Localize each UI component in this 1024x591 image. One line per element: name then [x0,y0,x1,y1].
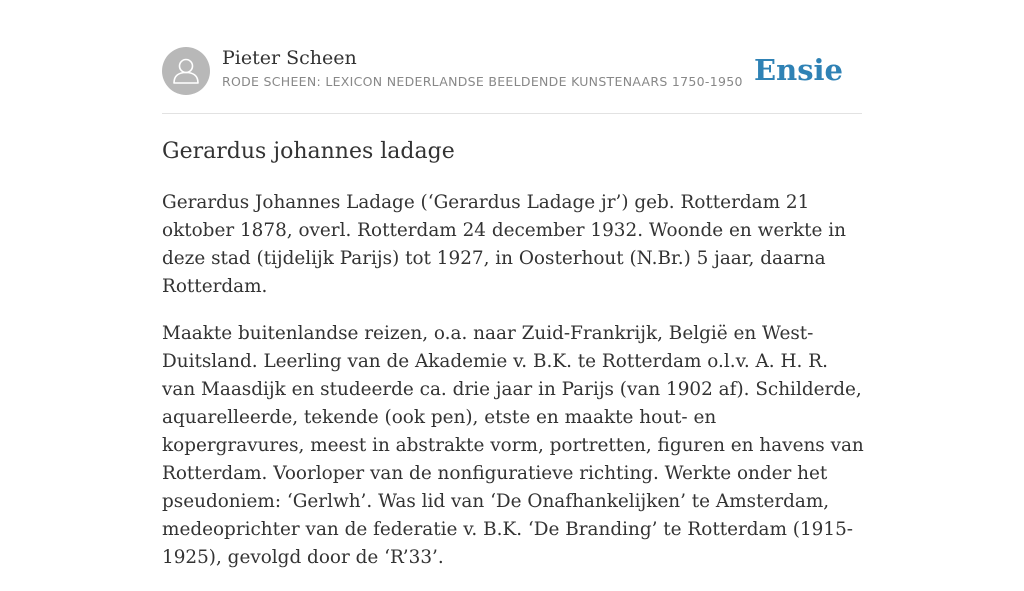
ensie-logo[interactable]: Ensie [754,53,843,87]
page-title: Gerardus johannes ladage [162,139,455,164]
header-divider [162,113,862,114]
source-title[interactable]: RODE SCHEEN: LEXICON NEDERLANDSE BEELDENDE KUNSTENAARS 1750-1950 [222,74,743,89]
article-body [162,189,864,591]
article-header [162,46,862,96]
article-paragraph: Maakte buitenlandse reizen, o.a. naar Zuid-Frankrijk, België en West-Duitsland. Leerling van de Akademie v. B.K. te Rotterdam o.l.v. A. H. R. van Maasdijk en studeerde ca. drie jaar in Parijs (van 1902 af). Schilderde, aquarelleerde, tekende (ook pen), etste en maakte hout- en kopergravures, meest in abstrakte vorm, portretten, figuren en havens van Rotterdam. Voorloper van de nonfiguratieve richting. Werkte onder het pseudoniem: ‘Gerlwh’. Was lid van ‘De Onafhankelijken’ te Amsterdam, medeoprichter van de federatie v. B.K. ‘De Branding’ te Rotterdam (1915-1925), gevolgd door de ‘R’33’. [162,323,864,568]
article-paragraph: Gerardus Johannes Ladage (‘Gerardus Ladage jr’) geb. Rotterdam 21 oktober 1878, overl. Rotterdam 24 december 1932. Woonde en werkte in deze stad (tijdelijk Parijs) tot 1927, in Oosterhout (N.Br.) 5 jaar, daarna Rotterdam. [162,192,847,297]
user-icon [162,47,210,95]
avatar[interactable] [162,47,210,95]
author-name[interactable]: Pieter Scheen [222,47,357,69]
